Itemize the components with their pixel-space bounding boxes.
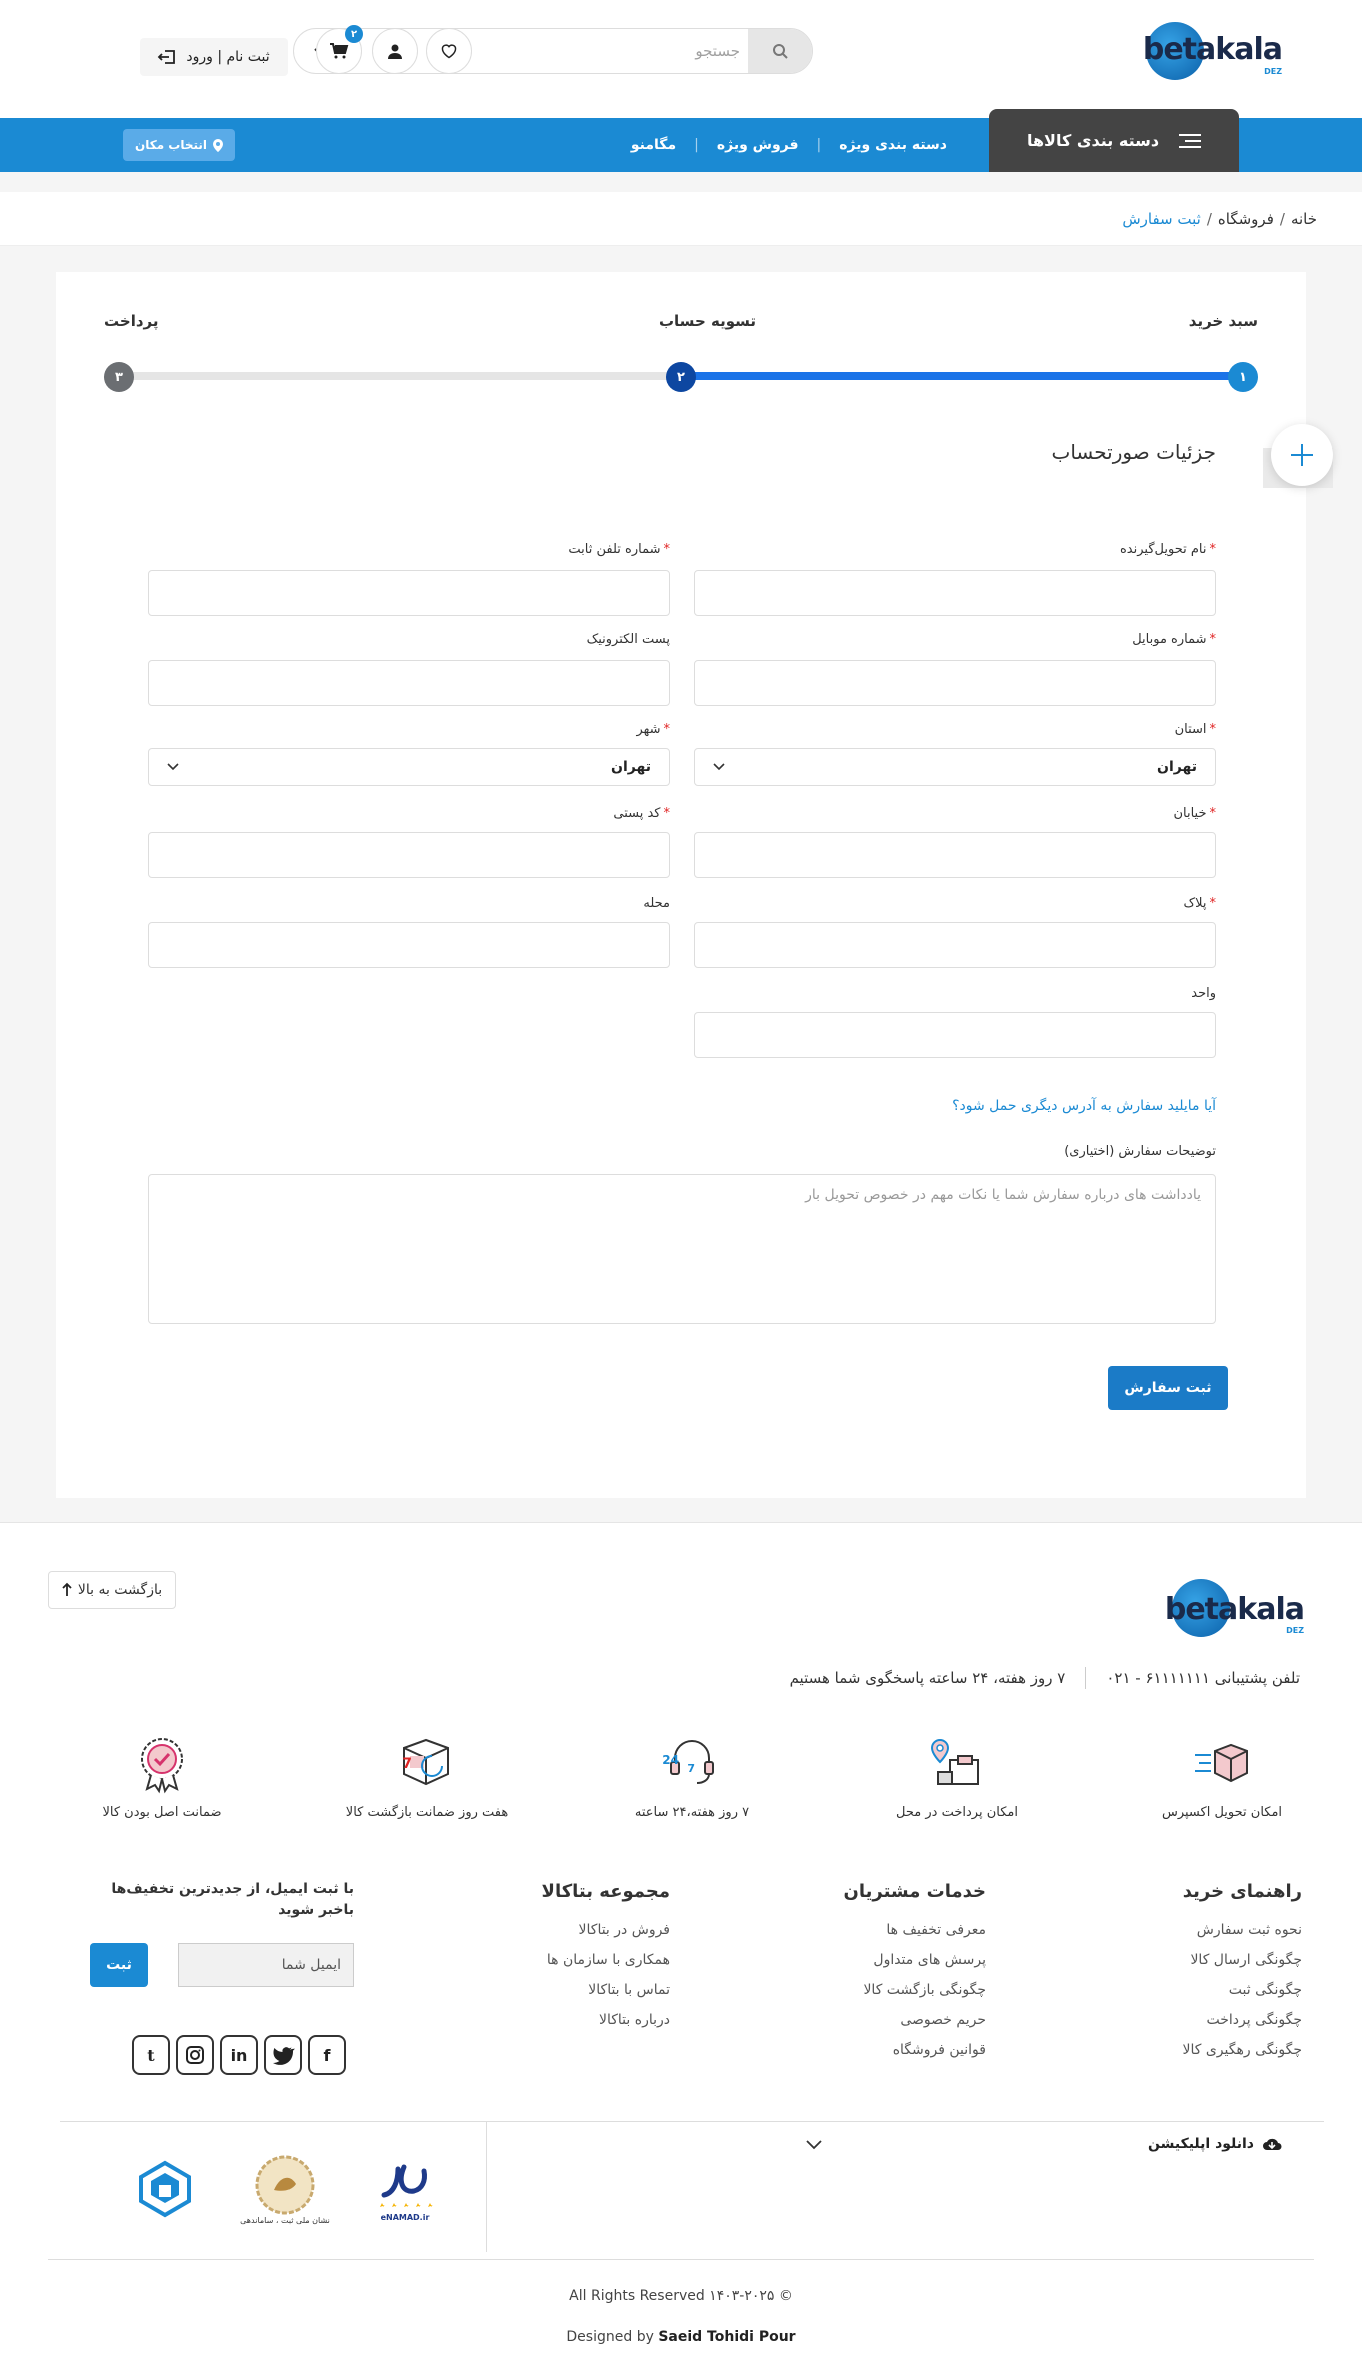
nav-separator: | <box>816 137 822 153</box>
samandehi-badge[interactable] <box>240 2141 330 2237</box>
breadcrumb-home[interactable]: خانه <box>1290 209 1317 228</box>
feature-7-day-return <box>327 1733 527 1833</box>
expand-section-button[interactable] <box>1271 424 1333 486</box>
seven-day-return-icon <box>397 1733 457 1793</box>
province-label-text: استان <box>1174 722 1207 737</box>
feature-label: امکان تحویل اکسپرس <box>1161 1805 1283 1820</box>
breadcrumb-separator: / <box>1206 209 1212 228</box>
checkout-stepper <box>104 312 1258 392</box>
place-order-button[interactable]: ثبت سفارش <box>1108 1366 1228 1410</box>
cart-icon <box>330 43 348 59</box>
newsletter-text: با ثبت ایمیل، از جدیدترین تخفیف‌ها باخبر شوید <box>111 1881 354 1918</box>
svg-text:24: 24 <box>662 1753 679 1767</box>
step-label-payment: پرداخت <box>104 312 159 330</box>
user-icon <box>387 43 403 59</box>
categories-label: دسته بندی کالاها <box>1026 131 1160 150</box>
mobile-label-text: شماره موبایل <box>1132 632 1207 647</box>
feature-label: هفت روز ضمانت بازگشت کالا <box>345 1805 509 1820</box>
back-to-top-button[interactable] <box>48 1571 176 1609</box>
select-location-button[interactable] <box>123 129 235 161</box>
plaque-input[interactable] <box>694 922 1216 968</box>
tumblr-icon[interactable]: t <box>132 2035 170 2075</box>
search-icon <box>772 43 788 59</box>
support-separator <box>1085 1667 1086 1689</box>
nav-link-megamenu[interactable]: مگامنو <box>630 137 677 153</box>
footer-logo[interactable] <box>1164 1579 1304 1639</box>
city-select[interactable] <box>148 748 670 786</box>
features-row <box>62 1733 1322 1833</box>
footer-column-title: خدمات مشتریان <box>843 1881 986 1902</box>
categories-menu-button[interactable] <box>989 109 1239 172</box>
nav-separator: | <box>694 137 699 153</box>
footer-link[interactable]: چگونگی ارسال کالا <box>1190 1952 1302 1968</box>
newsletter <box>90 1879 354 1987</box>
account-button[interactable] <box>372 28 418 74</box>
footer-link[interactable]: چگونگی ثبت <box>1228 1982 1302 1998</box>
footer-link[interactable]: درباره بتاکالا <box>598 2012 670 2028</box>
plaque-label-text: پلاک <box>1183 896 1207 911</box>
main-nav <box>0 118 1362 172</box>
footer-link[interactable]: فروش در بتاکالا <box>578 1922 670 1938</box>
step-dot-2[interactable]: ۲ <box>666 362 696 392</box>
feature-label: امکان پرداخت در محل <box>896 1805 1018 1820</box>
instagram-icon[interactable] <box>176 2035 214 2075</box>
designed-by-prefix: Designed by <box>566 2329 654 2345</box>
location-pin-icon <box>213 139 223 152</box>
footer-column-title: راهنمای خرید <box>1182 1881 1302 1902</box>
feature-express-delivery <box>1122 1733 1322 1833</box>
required-mark: * <box>1209 896 1216 911</box>
breadcrumb-current: ثبت سفارش <box>1122 209 1201 228</box>
order-notes-textarea[interactable] <box>148 1174 1216 1324</box>
svg-text:7: 7 <box>687 1762 695 1775</box>
app-download-label <box>1148 2136 1282 2152</box>
footer-link[interactable]: معرفی تخفیف ها <box>886 1922 986 1938</box>
step-dot-3[interactable]: ۳ <box>104 362 134 392</box>
location-label: انتخاب مکان <box>134 138 208 152</box>
support-24-7-icon <box>662 1733 722 1793</box>
newsletter-submit-button[interactable]: ثبت <box>90 1943 148 1987</box>
province-select[interactable] <box>694 748 1216 786</box>
cloud-download-icon <box>1262 2136 1282 2152</box>
footer-link[interactable]: چگونگی پرداخت <box>1206 2012 1302 2028</box>
required-mark: * <box>1209 806 1216 821</box>
support-phone: تلفن پشتیبانی ۶۱۱۱۱۱۱۱ - ۰۲۱ <box>1106 1669 1300 1687</box>
street-input[interactable] <box>694 832 1216 878</box>
footer-link[interactable]: حریم خصوصی <box>900 2012 986 2028</box>
required-mark: * <box>663 542 670 557</box>
footer-link[interactable]: چگونگی رهگیری کالا <box>1182 2042 1302 2058</box>
footer-divider <box>48 2259 1314 2260</box>
footer-link[interactable]: تماس با بتاکالا <box>588 1982 670 1998</box>
required-mark: * <box>1209 632 1216 647</box>
city-value: تهران <box>611 759 651 775</box>
city-label <box>636 722 670 737</box>
heart-icon <box>440 43 458 59</box>
wishlist-button[interactable] <box>426 28 472 74</box>
breadcrumb-shop[interactable]: فروشگاه <box>1217 209 1274 228</box>
arrow-up-icon <box>62 1583 72 1597</box>
step-progress-fill <box>681 372 1244 380</box>
required-mark: * <box>1209 722 1216 737</box>
search-input[interactable] <box>460 35 740 67</box>
feature-cash-on-delivery <box>857 1733 1057 1833</box>
step-label-cart: سبد خرید <box>1188 312 1258 330</box>
ship-to-different-address-link[interactable]: آیا مایلید سفارش به آدرس دیگری حمل شود؟ <box>952 1098 1216 1114</box>
footer-column-betakala <box>542 1881 670 2042</box>
twitter-icon[interactable] <box>264 2035 302 2075</box>
city-label-text: شهر <box>636 722 661 737</box>
footer-column-title: مجموعه بتاکالا <box>541 1881 670 1902</box>
support-hours: ۷ روز هفته، ۲۴ ساعته پاسخگوی شما هستیم <box>789 1669 1066 1687</box>
footer-column-buying-guide <box>1182 1881 1302 2072</box>
social-links <box>132 2035 346 2075</box>
postal-code-label <box>613 806 670 821</box>
mobile-label <box>1132 632 1216 647</box>
enamad-label: eNAMAD.ir <box>380 2212 430 2222</box>
express-delivery-icon <box>1192 1733 1252 1793</box>
province-value: تهران <box>1157 759 1197 775</box>
header <box>0 0 1362 118</box>
postal-code-input[interactable] <box>148 832 670 878</box>
footer <box>0 1522 1362 2380</box>
feature-label: ۷ روز هفته،۲۴ ساعته <box>634 1805 750 1820</box>
nav-link-special-sale[interactable]: فروش ویژه <box>716 137 799 153</box>
cart-count-badge: ۲ <box>345 25 363 43</box>
breadcrumb <box>0 192 1362 246</box>
step-label-checkout: تسویه حساب <box>658 312 756 330</box>
enamad-badge[interactable] <box>360 2141 450 2237</box>
chevron-down-icon <box>167 763 179 771</box>
required-mark: * <box>663 722 670 737</box>
app-download-text: دانلود اپلیکیشن <box>1148 2136 1254 2152</box>
hamburger-icon <box>1179 133 1201 149</box>
back-to-top-label: بازگشت به بالا <box>77 1582 163 1598</box>
feature-label: ضمانت اصل بودن کالا <box>102 1805 222 1820</box>
landline-label-text: شماره تلفن ثابت <box>568 542 661 557</box>
search-bar <box>293 28 813 74</box>
login-arrow-icon <box>158 50 176 64</box>
trust-badges <box>120 2139 450 2239</box>
order-notes-label: توضیحات سفارش (اختیاری) <box>1064 1144 1216 1159</box>
email-label: پست الکترونیک <box>586 632 670 647</box>
genuine-badge-icon <box>132 1733 192 1793</box>
nav-links <box>631 118 947 172</box>
search-button[interactable] <box>748 29 812 73</box>
designer-name[interactable]: Saeid Tohidi Pour <box>658 2329 796 2345</box>
neighborhood-input[interactable] <box>148 922 670 968</box>
samandehi-label: نشان ملی ثبت ، ساماندهی <box>240 2215 330 2225</box>
footer-link[interactable]: قوانین فروشگاه <box>892 2042 986 2058</box>
step-dot-1[interactable]: ۱ <box>1228 362 1258 392</box>
landline-input[interactable] <box>148 570 670 616</box>
required-mark: * <box>663 806 670 821</box>
newsletter-email-input[interactable] <box>178 1943 354 1987</box>
cash-on-delivery-icon <box>927 1733 987 1793</box>
ecunion-badge[interactable] <box>120 2141 210 2237</box>
billing-details-title: جزئیات صورتحساب <box>1051 440 1216 464</box>
chevron-down-icon[interactable] <box>806 2140 822 2150</box>
logo-sub: DEZ <box>1264 67 1282 76</box>
checkout-card <box>56 272 1306 1498</box>
mobile-input[interactable] <box>694 660 1216 706</box>
neighborhood-label: محله <box>643 896 670 911</box>
designed-by <box>0 2329 1362 2345</box>
newsletter-form <box>90 1943 354 1987</box>
login-label: ثبت نام | ورود <box>186 49 270 65</box>
footer-vertical-divider <box>486 2122 487 2252</box>
logo-sub: DEZ <box>1286 1626 1304 1635</box>
chevron-down-icon <box>713 763 725 771</box>
street-label <box>1173 806 1216 821</box>
footer-link[interactable]: چگونگی بازگشت کالا <box>863 1982 986 1998</box>
recipient-name-label-text: نام تحویل‌گیرنده <box>1120 542 1207 557</box>
site-logo[interactable] <box>1142 18 1282 80</box>
copyright-text: All Rights Reserved ۱۴۰۳-۲۰۲۵ © <box>569 2288 793 2304</box>
footer-link[interactable]: همکاری با سازمان ها <box>546 1952 670 1968</box>
unit-label: واحد <box>1191 986 1216 1001</box>
login-register-button[interactable] <box>140 38 288 76</box>
unit-input[interactable] <box>694 1012 1216 1058</box>
recipient-name-input[interactable] <box>694 570 1216 616</box>
linkedin-icon[interactable]: in <box>220 2035 258 2075</box>
required-mark: * <box>1209 542 1216 557</box>
plaque-label <box>1183 896 1216 911</box>
support-info <box>790 1667 1300 1689</box>
logo-text: betakala <box>1142 31 1282 67</box>
app-download-row[interactable] <box>496 2122 1322 2252</box>
svg-text:7: 7 <box>402 1756 412 1772</box>
footer-link[interactable]: نحوه ثبت سفارش <box>1196 1922 1302 1938</box>
breadcrumb-separator: / <box>1279 209 1285 228</box>
cart-button[interactable] <box>316 28 362 74</box>
footer-link[interactable]: پرسش های متداول <box>873 1952 986 1968</box>
postal-code-label-text: کد پستی <box>613 806 661 821</box>
nav-link-special-categories[interactable]: دسته بندی ویژه <box>839 137 947 153</box>
feature-24-7 <box>592 1733 792 1833</box>
feature-genuine-guarantee <box>62 1733 262 1833</box>
plus-icon <box>1289 442 1315 468</box>
landline-label <box>568 542 670 557</box>
facebook-icon[interactable]: f <box>308 2035 346 2075</box>
logo-text: betakala <box>1164 1591 1304 1627</box>
province-label <box>1175 722 1216 737</box>
recipient-name-label <box>1120 542 1216 557</box>
footer-column-customer-service <box>843 1881 986 2072</box>
email-input[interactable] <box>148 660 670 706</box>
street-label-text: خیابان <box>1173 806 1207 821</box>
